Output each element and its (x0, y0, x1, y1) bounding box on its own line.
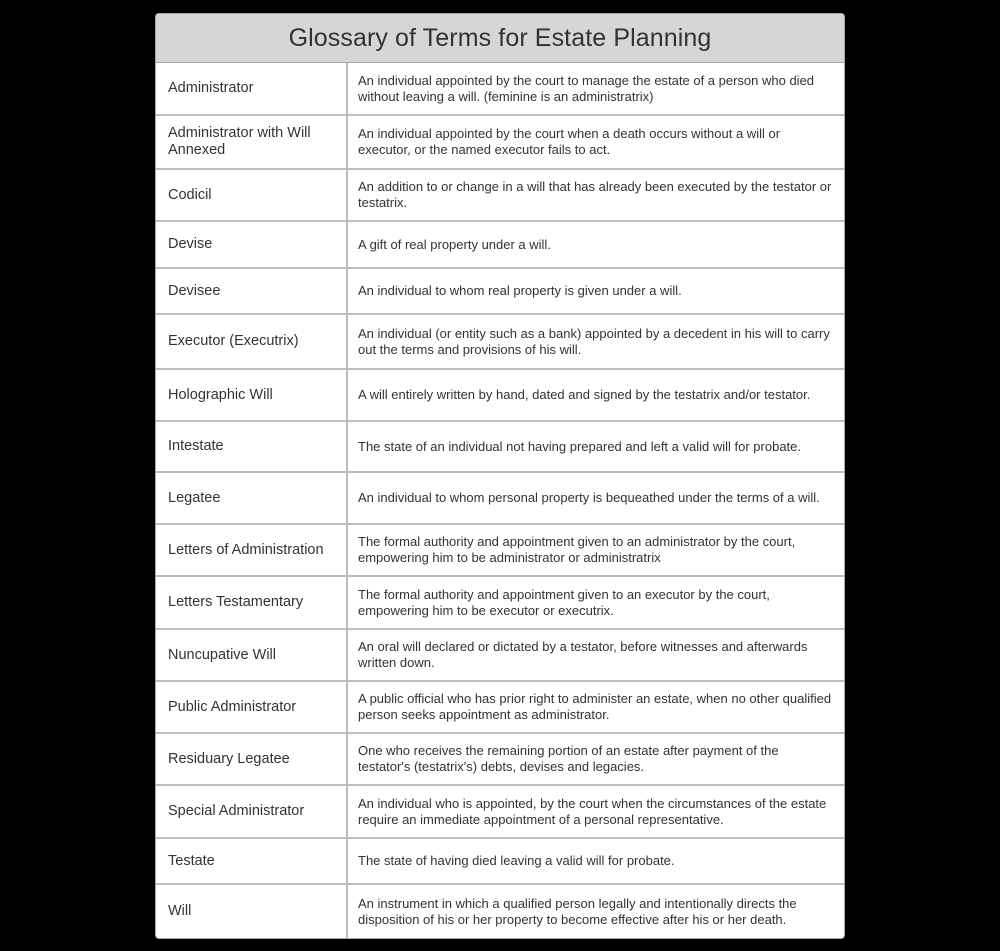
table-row (156, 422, 844, 473)
term-cell: Nuncupative Will (156, 630, 348, 680)
definition-cell: An oral will declared or dictated by a testator, before witnesses and afterwards written down. (358, 639, 808, 670)
table-row (156, 315, 844, 370)
table-row (156, 577, 844, 630)
definition-cell: An individual to whom personal property is bequeathed under the terms of a will. (358, 490, 820, 505)
definition-cell: The formal authority and appointment given to an administrator by the court, empowering him to be administrator or administratrix (358, 534, 796, 565)
table-row (156, 630, 844, 682)
table-row (156, 473, 844, 525)
glossary-body (156, 63, 844, 938)
table-row (156, 786, 844, 839)
term-cell: Executor (Executrix) (156, 315, 348, 368)
term-cell: Intestate (156, 422, 348, 471)
definition-cell: An individual to whom real property is given under a will. (358, 283, 682, 298)
definition-cell: An addition to or change in a will that has already been executed by the testator or testatrix. (358, 179, 832, 210)
table-row (156, 885, 844, 938)
table-row (156, 269, 844, 315)
definition-cell: A will entirely written by hand, dated and signed by the testatrix and/or testator. (358, 387, 811, 402)
term-cell: Special Administrator (156, 786, 348, 837)
definition-cell: An individual (or entity such as a bank) appointed by a decedent in his will to carry out the terms and provisions of his will. (358, 325, 830, 357)
term-cell: Testate (156, 839, 348, 883)
table-row (156, 116, 844, 170)
term-cell: Codicil (156, 170, 348, 220)
term-cell: Holographic Will (156, 370, 348, 420)
table-row (156, 63, 844, 116)
definition-cell: One who receives the remaining portion of an estate after payment of the testator's (testatrix's) debts, devises and legacies. (358, 743, 779, 774)
term-cell: Administrator (156, 63, 348, 114)
term-cell: Legatee (156, 473, 348, 523)
definition-cell: An individual appointed by the court when a death occurs without a will or executor, or the named executor fails to act. (358, 126, 781, 157)
table-row (156, 170, 844, 222)
table-row (156, 525, 844, 577)
term-cell: Letters of Administration (156, 525, 348, 575)
term-cell: Residuary Legatee (156, 734, 348, 784)
definition-cell: A public official who has prior right to administer an estate, when no other qualified person seeks appointment as administrator. (358, 691, 832, 722)
definition-cell: The state of an individual not having prepared and left a valid will for probate. (358, 438, 801, 454)
glossary-table (155, 13, 845, 939)
definition-cell: A gift of real property under a will. (358, 236, 551, 252)
definition-cell: The state of having died leaving a valid will for probate. (358, 853, 675, 868)
term-cell: Devisee (156, 269, 348, 313)
term-cell: Letters Testamentary (156, 577, 348, 628)
definition-cell: An instrument in which a qualified person legally and intentionally directs the disposition of his or her property to become effective after his or her death. (358, 895, 797, 927)
page-title: Glossary of Terms for Estate Planning (288, 23, 712, 52)
table-row (156, 370, 844, 422)
table-row (156, 839, 844, 885)
definition-cell: An individual who is appointed, by the court when the circumstances of the estate require an immediate appointment of a personal representative. (358, 795, 827, 827)
definition-cell: An individual appointed by the court to manage the estate of a person who died without leaving a will. (feminine is an administratrix) (358, 72, 815, 104)
term-cell: Administrator with Will Annexed (156, 116, 348, 168)
term-cell: Public Administrator (156, 682, 348, 732)
definition-cell: The formal authority and appointment given to an executor by the court, empowering him to be executor or executrix. (358, 586, 770, 618)
table-row (156, 222, 844, 269)
table-row (156, 734, 844, 786)
term-cell: Will (156, 885, 348, 938)
glossary-header (156, 14, 844, 63)
term-cell: Devise (156, 222, 348, 267)
table-row (156, 682, 844, 734)
